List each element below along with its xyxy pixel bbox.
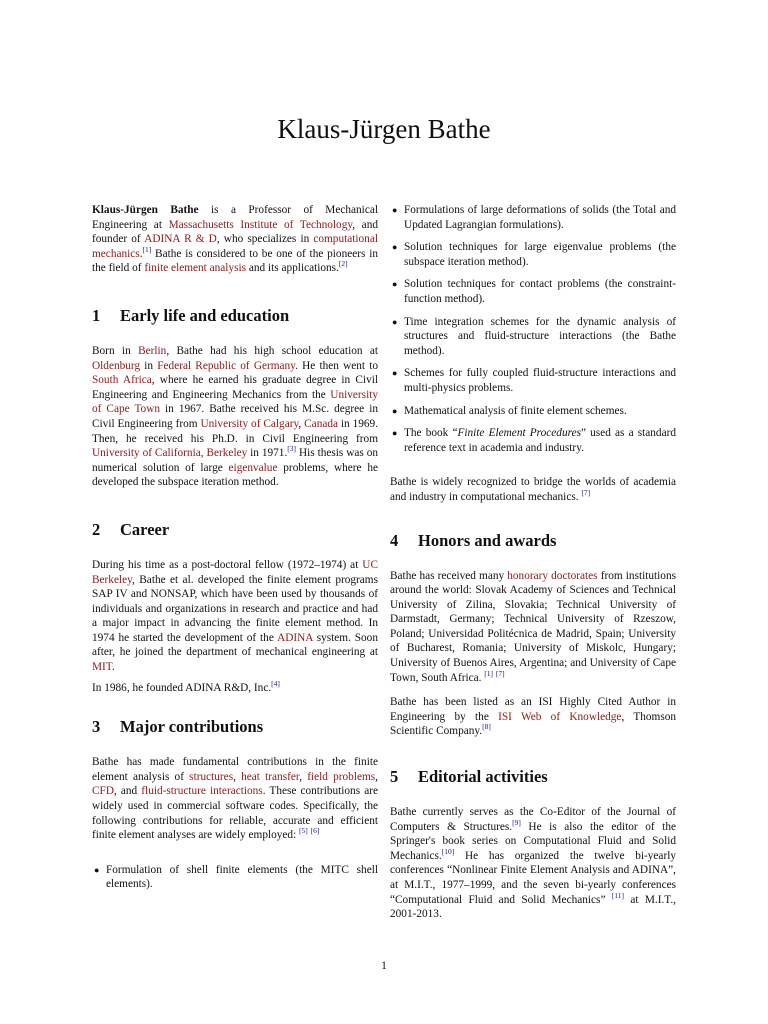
link-isi-web-of-knowledge[interactable]: ISI Web of Knowledge	[498, 710, 622, 723]
isi-paragraph	[390, 695, 676, 739]
link-heat-transfer[interactable]: heat transfer	[241, 770, 300, 783]
link-mit-2[interactable]: MIT	[92, 661, 112, 674]
left-column	[92, 203, 378, 892]
link-south-africa[interactable]: South Africa	[92, 374, 152, 387]
contributions-list-part-2	[390, 203, 676, 455]
list-item-text: Formulation of shell finite elements (the MITC shell elements).	[106, 863, 378, 891]
right-column	[390, 203, 676, 922]
link-honorary-doctorates[interactable]: honorary doctorates	[507, 569, 598, 582]
citation[interactable]: [1]	[142, 245, 152, 255]
section-heading-honors	[390, 531, 676, 551]
link-adina-rd[interactable]: ADINA R & D	[144, 233, 217, 246]
intro-paragraph	[92, 203, 378, 276]
section-number: 5	[390, 767, 399, 787]
text: ,	[299, 770, 308, 783]
citation[interactable]: [4]	[271, 678, 280, 688]
page-title: Klaus-Jürgen Bathe	[277, 114, 491, 144]
text: Bathe is considered to be one of the pioneers in the field of	[92, 247, 378, 275]
section-number: 3	[92, 717, 101, 737]
link-uc-berkeley-2[interactable]: UC Berkeley	[92, 558, 378, 586]
link-oldenburg[interactable]: Oldenburg	[92, 359, 141, 372]
list-item	[390, 240, 676, 269]
text: Bathe has been listed as an ISI Highly Cited Author in Engineering by the	[390, 696, 676, 723]
link-adina[interactable]: ADINA	[277, 631, 313, 644]
link-frg[interactable]: Federal Republic of Germany	[157, 359, 296, 372]
list-item-text: Solution techniques for contact problems (the constraint-function method).	[404, 278, 676, 305]
book-title: Finite Element Procedures	[457, 427, 581, 440]
section-number: 1	[92, 305, 101, 325]
text: , and	[113, 785, 142, 798]
career-paragraph	[92, 558, 378, 675]
text: , Bathe had his high school education at	[166, 344, 378, 357]
section-title: Early life and education	[120, 305, 290, 325]
list-item-text: Time integration schemes for the dynamic analysis of structures and fluid-structure interactions (the Bathe method).	[404, 315, 676, 357]
bullet-icon: ●	[392, 428, 398, 439]
early-life-paragraph	[92, 344, 378, 490]
text: system. Soon after, he joined the department of mechanical engineering at	[92, 631, 378, 659]
text: ,	[298, 417, 305, 430]
text: in 1967. Bathe received his M.Sc. degree in Civil Engineering from	[92, 403, 378, 430]
link-field-problems[interactable]: field problems	[307, 770, 376, 783]
section-title: Major contributions	[120, 717, 264, 737]
list-item	[92, 863, 378, 892]
section-heading-career	[92, 520, 378, 540]
text: Bathe has made fundamental contributions in the finite element analysis of	[92, 756, 378, 783]
text: , Thomson Scientific Company.	[390, 710, 677, 738]
section-number: 4	[390, 530, 399, 550]
text: ,	[233, 770, 242, 783]
link-cfd[interactable]: CFD	[92, 785, 114, 798]
text: from institutions around the world: Slovak Academy of Sciences and Technical University of Zilina, Slovakia; Technical University of Darmstadt, Germany; Technical University of Rzeszow, Poland; Universidad Politécnica de Madrid, Spain; University of Bucharest, Romania; University of Miskolc, Hungary; University of Buenos Aires, Argentina; and University of Cape Town, South Africa.	[390, 569, 676, 684]
link-structures[interactable]: structures	[189, 770, 234, 783]
citation[interactable]: [1]	[484, 668, 494, 678]
bullet-icon: ●	[94, 864, 100, 875]
citation[interactable]: [9]	[512, 817, 521, 827]
list-item	[390, 315, 676, 359]
bullet-icon: ●	[392, 205, 398, 215]
section-title: Honors and awards	[418, 530, 557, 550]
section-title: Editorial activities	[418, 767, 548, 787]
link-berlin[interactable]: Berlin	[138, 344, 167, 357]
link-computational-mechanics[interactable]: computational mechanics	[92, 233, 378, 260]
link-canada[interactable]: Canada	[304, 417, 339, 430]
career-paragraph-2	[92, 678, 378, 696]
link-fluid-structure-interactions[interactable]: fluid-structure interactions	[141, 785, 263, 798]
subject-name: Klaus-Jürgen Bathe	[92, 204, 199, 216]
citation[interactable]: [10]	[441, 847, 455, 857]
list-item-text: Schemes for fully coupled fluid-structure interactions and multi-physics problems.	[404, 367, 676, 394]
text: Born in	[92, 344, 139, 357]
list-item-text: Solution techniques for large eigenvalue problems (the subspace iteration method).	[404, 241, 676, 268]
text: in	[140, 359, 158, 372]
text: . He then went to	[295, 359, 378, 372]
link-uc-berkeley[interactable]: University of California, Berkeley	[92, 447, 248, 460]
text: , Bathe et al. developed the finite element programs SAP IV and NONSAP, which have been used by thousands of individuals and organizations in research and practice and had a major impact in advancing the finite element method. In 1974 he started the development of the	[92, 573, 378, 644]
citation[interactable]: [7]	[495, 668, 505, 678]
text: in 1969. Then, he received his Ph.D. in Civil Engineering from	[92, 417, 379, 445]
link-mit[interactable]: Massachusetts Institute of Technology	[168, 218, 353, 231]
bullet-icon: ●	[392, 279, 398, 290]
text: , and founder of	[92, 218, 378, 246]
text: Bathe currently serves as the Co-Editor of the Journal of Computers & Structures.	[390, 806, 676, 833]
section-heading-editorial	[390, 767, 676, 787]
text: Bathe is widely recognized to bridge the worlds of academia and industry in computational mechanics.	[390, 476, 676, 503]
citation[interactable]: [11]	[611, 890, 625, 900]
list-item-text: Mathematical analysis of finite element schemes.	[404, 404, 627, 417]
bullet-icon: ●	[392, 242, 398, 253]
text: and its applications.	[246, 262, 339, 275]
link-eigenvalue[interactable]: eigenvalue	[228, 461, 278, 474]
text: ” used as a standard reference text in academia and industry.	[404, 427, 676, 454]
editorial-paragraph	[390, 805, 676, 922]
bullet-icon: ●	[392, 368, 398, 379]
bullet-icon: ●	[392, 405, 398, 416]
section-title: Career	[120, 519, 170, 539]
text: Bathe has received many	[390, 569, 508, 582]
list-item	[390, 366, 676, 395]
citation[interactable]: [7]	[581, 488, 591, 498]
text: He is also the editor of the Springer's book series on Computational Fluid and Solid Mechanics.	[390, 820, 676, 862]
text: In 1986, he founded ADINA R&D, Inc.	[92, 681, 272, 694]
text: problems, where he developed the subspace iteration method.	[92, 461, 378, 489]
list-item-book	[390, 426, 676, 455]
list-item	[390, 203, 676, 232]
text: During his time as a post-doctoral fellow (1972–1974) at	[92, 558, 363, 571]
contributions-paragraph	[92, 755, 378, 843]
text: ,	[375, 770, 378, 783]
link-finite-element-analysis[interactable]: finite element analysis	[144, 262, 247, 275]
link-university-of-calgary[interactable]: University of Calgary	[200, 417, 299, 430]
list-item	[390, 277, 676, 306]
honors-paragraph	[390, 569, 676, 686]
text: . These contributions are widely used in commercial software codes. Specifically, the following contributions for reliable, accurate and efficient finite element analyses are widely employed:	[92, 785, 378, 842]
citation[interactable]: [3]	[287, 444, 297, 454]
text: .	[139, 247, 143, 260]
text: in 1971.	[247, 447, 288, 460]
citation[interactable]: [6]	[310, 826, 320, 836]
bullet-icon: ●	[392, 316, 398, 327]
contributions-list-part-1	[92, 863, 378, 892]
citation[interactable]: [2]	[338, 259, 348, 269]
text: The book “	[404, 427, 458, 440]
list-item	[390, 404, 676, 419]
text: He has organized the twelve bi-yearly conferences “Nonlinear Finite Element Analysis and ADINA”, at M.I.T., 1977–1999, and the seven bi-yearly conferences “Computational Fluid and Solid Mechanics”	[390, 849, 676, 906]
page-number: 1	[381, 960, 387, 972]
list-item-text: Formulations of large deformations of solids (the Total and Updated Lagrangian formulations).	[404, 204, 676, 231]
text: , who specializes in	[216, 233, 314, 246]
text: His thesis was on numerical solution of large	[92, 447, 378, 474]
text: .	[111, 661, 115, 674]
text: , where he earned his graduate degree in Civil Engineering and Engineering Mechanics from the	[92, 374, 378, 401]
recognition-paragraph	[390, 475, 676, 504]
link-university-of-cape-town[interactable]: University of Cape Town	[92, 388, 378, 416]
section-number: 2	[92, 519, 101, 539]
text: is a Professor of Mechanical Engineering at	[92, 204, 378, 231]
text: at M.I.T., 2001-2013.	[390, 893, 676, 921]
citation[interactable]: [5]	[299, 826, 308, 836]
citation[interactable]: [8]	[482, 722, 491, 732]
section-heading-early-life	[92, 306, 378, 326]
section-heading-major-contributions	[92, 717, 378, 737]
